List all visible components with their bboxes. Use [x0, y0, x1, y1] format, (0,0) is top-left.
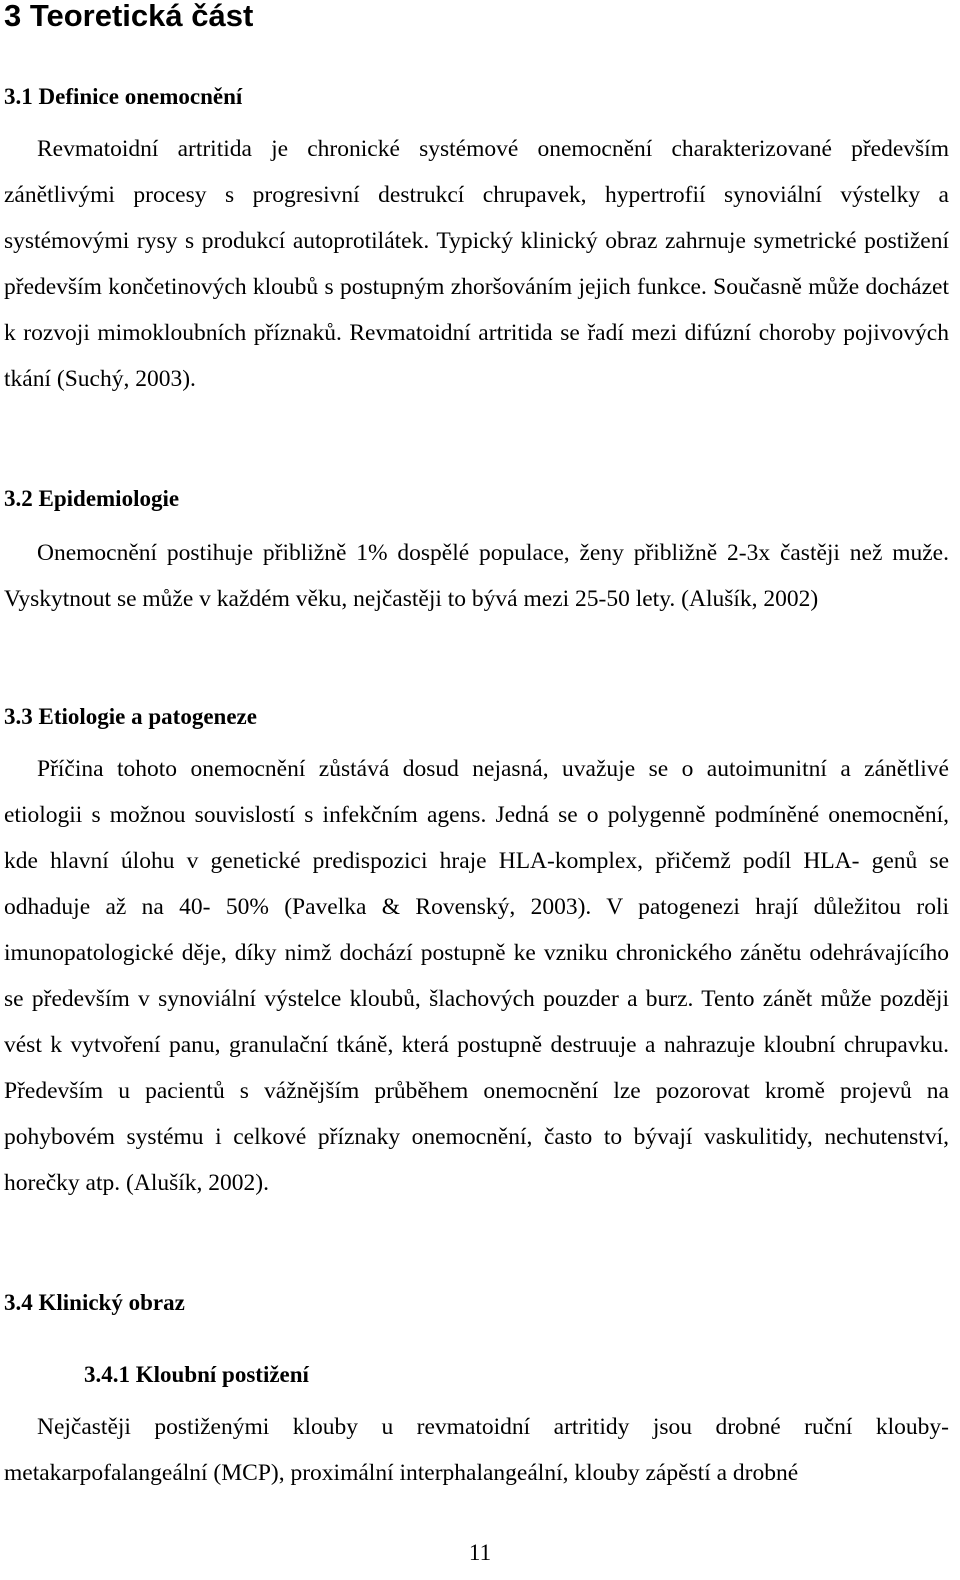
section-heading-3-2: 3.2 Epidemiologie: [4, 486, 180, 511]
section-heading-3-4: 3.4 Klinický obraz: [4, 1290, 185, 1315]
section-heading-3-1: 3.1 Definice onemocnění: [4, 84, 243, 109]
subsection-heading-3-4-1: 3.4.1 Kloubní postižení: [84, 1362, 309, 1387]
paragraph-joint-involvement: Nejčastěji postiženými klouby u revmatoidní artritidy jsou drobné ruční klouby-metakarpofalangeální (MCP), proximální interphalangeální, klouby zápěstí a drobné: [4, 1414, 949, 1486]
page-number: 11: [468, 1540, 492, 1565]
paragraph-definition: Revmatoidní artritida je chronické systémové onemocnění charakterizované především zánětlivými procesy s progresivní destrukcí chrupavek, hypertrofií synoviální výstelky a systémovými rysy s produkcí autoprotilátek. Typický klinický obraz zahrnuje symetrické postižení především končetinových kloubů s postupným zhoršováním jejich funkce. Současně může docházet k rozvoji mimokloubních příznaků. Revmatoidní artritida se řadí mezi difúzní choroby pojivových tkání (Suchý, 2003).: [4, 136, 949, 392]
paragraph-etiology: Příčina tohoto onemocnění zůstává dosud nejasná, uvažuje se o autoimunitní a zánětlivé etiologii s možnou souvislostí s infekčním agens. Jedná se o polygenně podmíněné onemocnění, kde hlavní úlohu v genetické predispozici hraje HLA-komplex, přičemž podíl HLA- genů se odhaduje až na 40- 50% (Pavelka & Rovenský, 2003). V patogenezi hrají důležitou roli imunopatologické děje, díky nimž dochází postupně ke vzniku chronického zánětu odehrávajícího se především v synoviální výstelce kloubů, šlachových pouzder a burz. Tento zánět může později vést k vytvoření panu, granulační tkáně, která postupně destruuje a nahrazuje kloubní chrupavku. Především u pacientů s vážnějším průběhem onemocnění lze pozorovat kromě projevů na pohybovém systému i celkové příznaky onemocnění, často to bývají vaskulitidy, nechutenství, horečky atp. (Alušík, 2002).: [4, 756, 949, 1196]
paragraph-epidemiology: Onemocnění postihuje přibližně 1% dospělé populace, ženy přibližně 2-3x častěji než muže. Vyskytnout se může v každém věku, nejčastěji to bývá mezi 25-50 lety. (Alušík, 2002): [4, 540, 949, 612]
chapter-title: 3 Teoretická část: [4, 0, 254, 33]
section-heading-3-3: 3.3 Etiologie a patogeneze: [4, 704, 257, 729]
